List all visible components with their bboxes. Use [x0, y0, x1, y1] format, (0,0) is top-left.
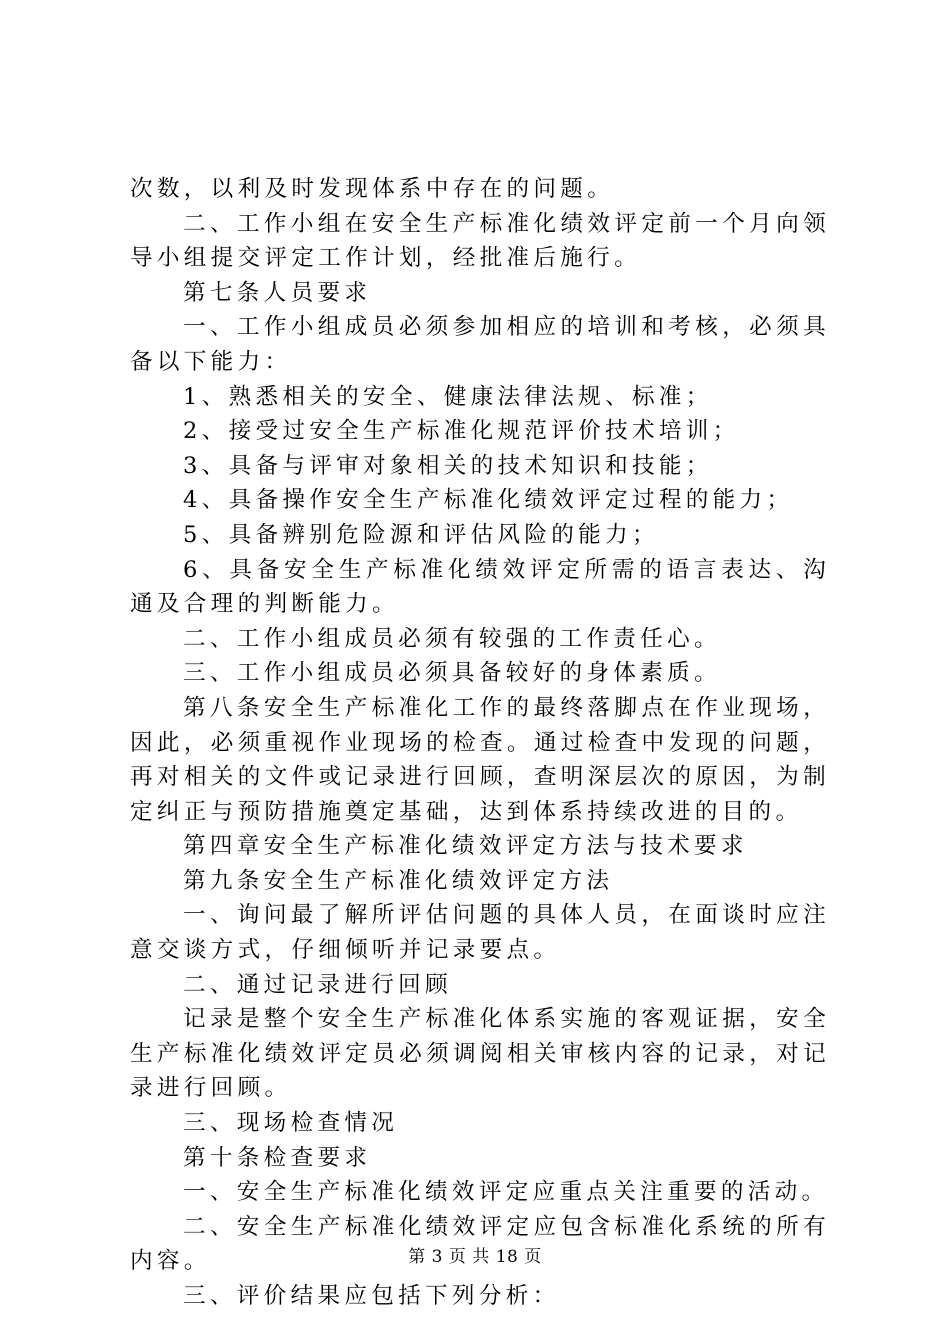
list-item: 6、具备安全生产标准化绩效评定所需的语言表达、沟通及合理的判断能力。 [130, 556, 830, 618]
section-heading: 第七条人员要求 [183, 279, 372, 306]
list-item: 4、具备操作安全生产标准化绩效评定过程的能力； [183, 487, 794, 514]
section-heading: 第十条检查要求 [183, 1144, 372, 1171]
paragraph: 一、工作小组成员必须参加相应的培训和考核，必须具备以下能力： [130, 314, 830, 375]
paragraph: 第八条安全生产标准化工作的最终落脚点在作业现场，因此，必须重视作业现场的检查。通过检查中发现的问题，再对相关的文件或记录进行回顾，查明深层次的原因，为制定纠正与预防措施奠定基础，达到体系持续改进的目的。 [130, 694, 830, 825]
page-footer: 第 3 页 共 18 页 [408, 1247, 542, 1267]
paragraph: 三、现场检查情况 [183, 1110, 399, 1137]
list-item: 3、具备与评审对象相关的技术知识和技能； [183, 452, 713, 479]
list-item: 2、接受过安全生产标准化规范评价技术培训； [183, 418, 740, 445]
paragraph: 二、通过记录进行回顾 [183, 971, 452, 998]
paragraph: 记录是整个安全生产标准化体系实施的客观证据，安全生产标准化绩效评定员必须调阅相关审核内容的记录，对记录进行回顾。 [130, 1006, 830, 1102]
paragraph: 三、评价结果应包括下列分析： [183, 1283, 560, 1309]
paragraph: 二、工作小组在安全生产标准化绩效评定前一个月向领导小组提交评定工作计划，经批准后施行。 [130, 210, 830, 272]
paragraph: 一、询问最了解所评估问题的具体人员，在面谈时应注意交谈方式，仔细倾听并记录要点。 [130, 902, 830, 964]
paragraph: 二、工作小组成员必须有较强的工作责任心。 [183, 625, 721, 652]
paragraph: 一、安全生产标准化绩效评定应重点关注重要的活动。 [183, 1179, 829, 1206]
list-item: 1、熟悉相关的安全、健康法律法规、标准； [183, 383, 713, 410]
paragraph: 次数，以利及时发现体系中存在的问题。 [130, 176, 615, 202]
section-heading: 第九条安全生产标准化绩效评定方法 [183, 867, 614, 894]
paragraph: 二、安全生产标准化绩效评定应包含标准化系统的所有内容。 [130, 1213, 830, 1275]
paragraph: 三、工作小组成员必须具备较好的身体素质。 [183, 660, 721, 687]
list-item: 5、具备辨别危险源和评估风险的能力； [183, 521, 659, 548]
chapter-heading: 第四章安全生产标准化绩效评定方法与技术要求 [183, 833, 748, 860]
document-body [130, 172, 830, 1314]
